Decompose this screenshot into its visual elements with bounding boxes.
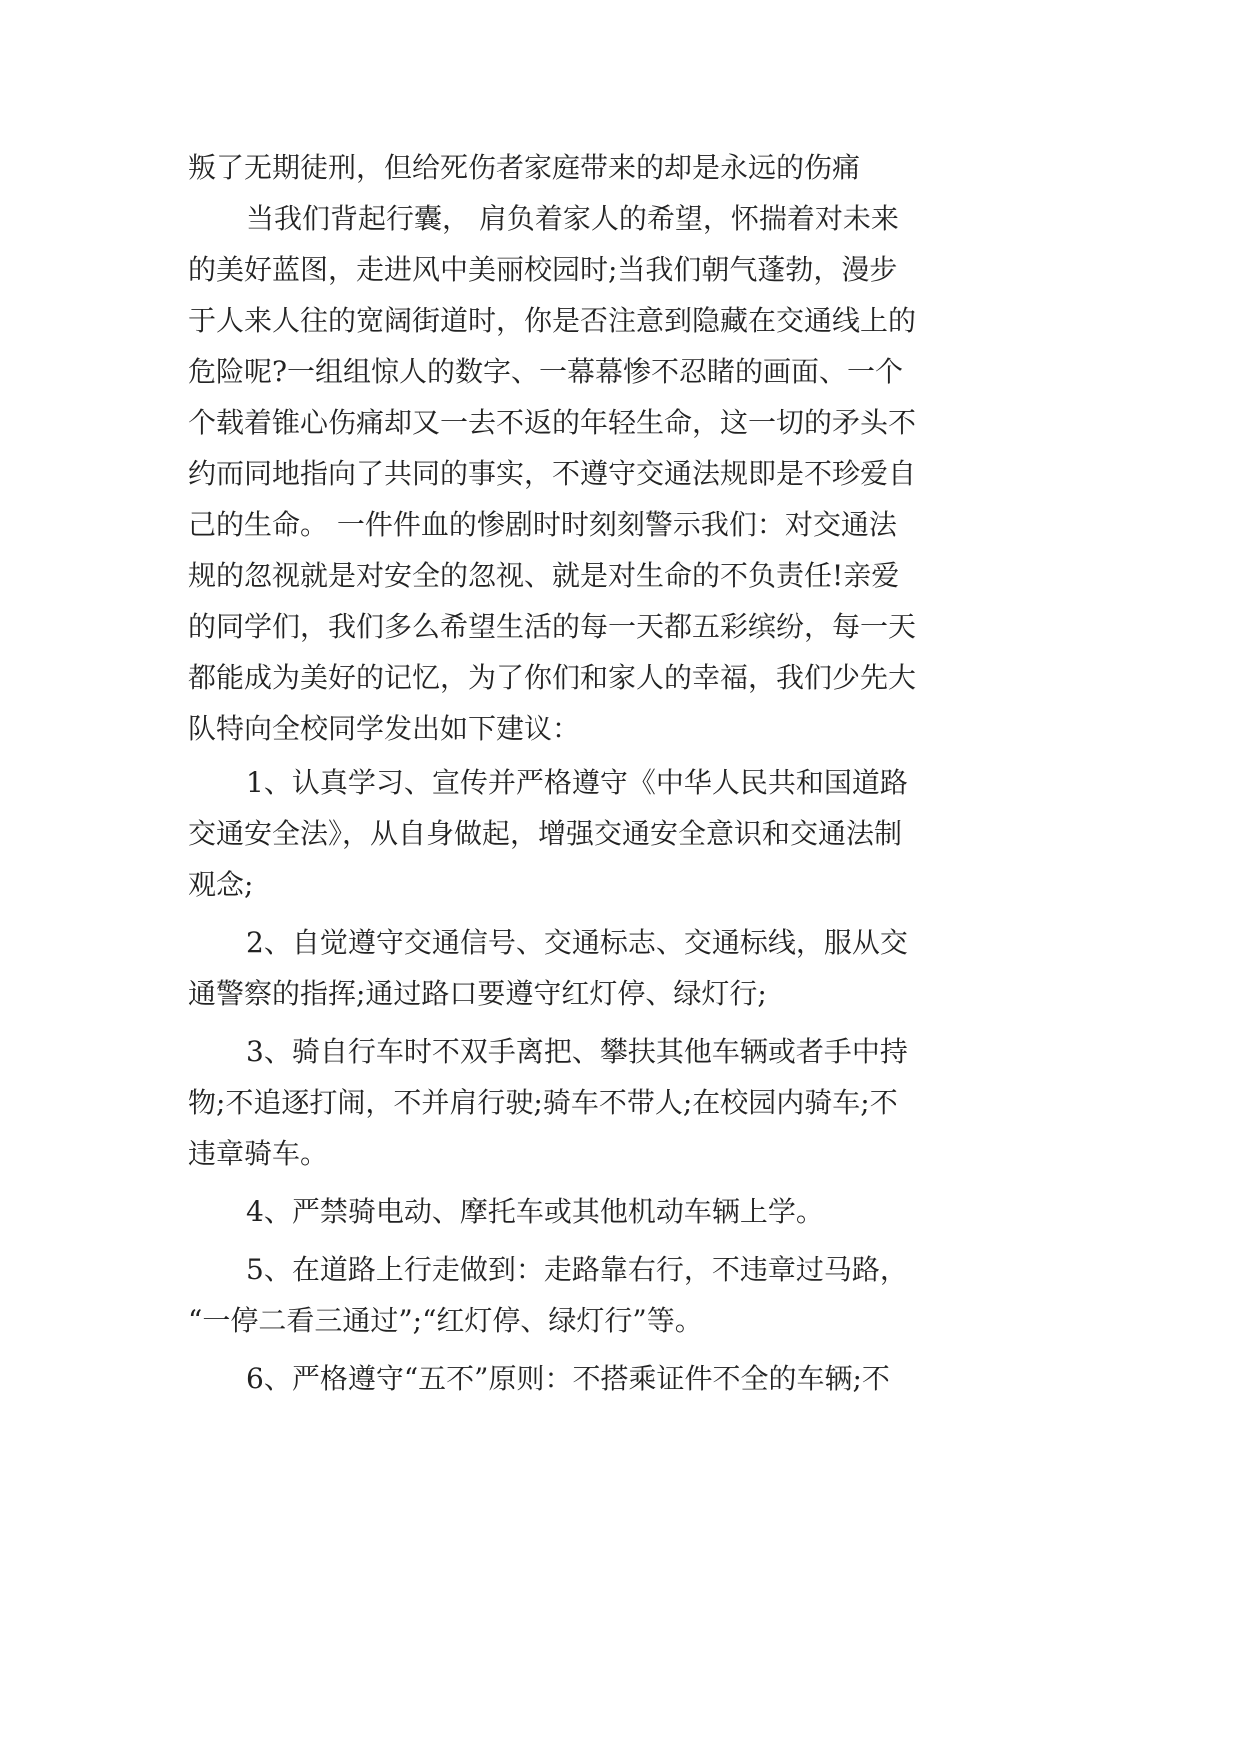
text-line: 叛了无期徒刑，但给死伤者家庭带来的却是永远的伤痛: [188, 151, 861, 184]
text-line: 规的忽视就是对安全的忽视、就是对生命的不负责任!亲爱: [188, 559, 900, 592]
text-line: 观念;: [188, 868, 254, 901]
text-line: 己的生命。 一件件血的惨剧时时刻刻警示我们：对交通法: [188, 508, 897, 541]
text-line: 危险呢?一组组惊人的数字、一幕幕惨不忍睹的画面、一个: [188, 355, 904, 388]
text-line: 个载着锥心伤痛却又一去不返的年轻生命，这一切的矛头不: [188, 406, 917, 439]
list-item-text: 5、在道路上行走做到：走路靠右行，不违章过马路，: [246, 1253, 908, 1286]
text-line: 违章骑车。: [188, 1137, 329, 1170]
text-line: “一停二看三通过”;“红灯停、绿灯行”等。: [188, 1304, 703, 1337]
text-line: 物;不追逐打闹，不并肩行驶;骑车不带人;在校园内骑车;不: [188, 1086, 898, 1119]
text-line: 都能成为美好的记忆，为了你们和家人的幸福，我们少先大: [188, 661, 917, 694]
text-line: 的美好蓝图，走进风中美丽校园时;当我们朝气蓬勃，漫步: [188, 253, 898, 286]
list-item-text: 3、骑自行车时不双手离把、攀扶其他车辆或者手中持: [246, 1035, 908, 1068]
list-item-text: 4、严禁骑电动、摩托车或其他机动车辆上学。: [246, 1195, 824, 1228]
list-item-text: 1、认真学习、宣传并严格遵守《中华人民共和国道路: [246, 766, 908, 799]
text-line: 当我们背起行囊， 肩负着家人的希望，怀揣着对未来: [246, 202, 899, 235]
text-line: 于人来人往的宽阔街道时，你是否注意到隐藏在交通线上的: [188, 304, 917, 337]
text-line: 交通安全法》，从自身做起，增强交通安全意识和交通法制: [188, 817, 903, 850]
text-line: 的同学们，我们多么希望生活的每一天都五彩缤纷，每一天: [188, 610, 917, 643]
text-line: 通警察的指挥;通过路口要遵守红灯停、绿灯行;: [188, 977, 767, 1010]
list-item-text: 2、自觉遵守交通信号、交通标志、交通标线，服从交: [246, 926, 908, 959]
text-line: 约而同地指向了共同的事实，不遵守交通法规即是不珍爱自: [188, 457, 917, 490]
list-item-text: 6、严格遵守“五不”原则：不搭乘证件不全的车辆;不: [246, 1362, 890, 1395]
text-line: 队特向全校同学发出如下建议：: [188, 712, 581, 745]
